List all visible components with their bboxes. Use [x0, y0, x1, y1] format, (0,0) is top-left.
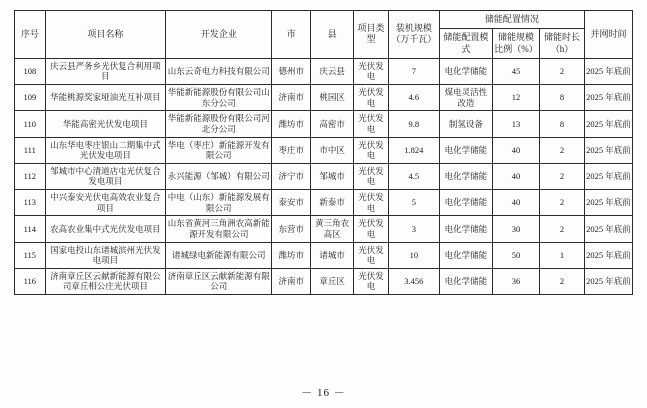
cell-developer: 诸城绿电新能源有限公司: [166, 242, 272, 268]
cell-storage-mode: 电化学储能: [439, 58, 492, 84]
cell-storage-ratio: 40: [492, 137, 539, 163]
header-developer: 开发企业: [166, 11, 272, 59]
cell-developer: 山东云奇电力科技有限公司: [166, 58, 272, 84]
header-capacity: 装机规模（万千瓦）: [388, 11, 439, 59]
cell-capacity: 3.456: [388, 268, 439, 294]
cell-grid-time: 2025 年底前: [584, 163, 632, 189]
cell-capacity: 1.824: [388, 137, 439, 163]
cell-storage-duration: 2: [539, 58, 584, 84]
cell-project-name: 庆云县严务乡光伏复合利用项目: [45, 58, 166, 84]
cell-storage-mode: 煤电灵活性改造: [439, 85, 492, 111]
cell-project-name: 农高农业集中式光伏发电项目: [45, 216, 166, 242]
cell-storage-duration: 8: [539, 85, 584, 111]
table-row: [15, 58, 633, 84]
table-row: [15, 216, 633, 242]
cell-city: 济南市: [272, 268, 311, 294]
cell-seq: 110: [15, 111, 46, 137]
cell-storage-mode: 电化学储能: [439, 242, 492, 268]
cell-capacity: 7: [388, 58, 439, 84]
cell-seq: 115: [15, 242, 46, 268]
cell-county: 章丘区: [311, 268, 354, 294]
cell-city: 潍坊市: [272, 111, 311, 137]
table-row: [15, 85, 633, 111]
header-storage-duration: 储能时长（h）: [539, 29, 584, 59]
cell-city: 德州市: [272, 58, 311, 84]
cell-county: 新泰市: [311, 190, 354, 216]
header-storage-mode: 储能配置模式: [439, 29, 492, 59]
table-row: [15, 268, 633, 294]
cell-project-name: 山东华电枣庄银山二期集中式光伏发电项目: [45, 137, 166, 163]
cell-storage-mode: 电化学储能: [439, 163, 492, 189]
cell-storage-ratio: 12: [492, 85, 539, 111]
header-city: 市: [272, 11, 311, 59]
header-county: 县: [311, 11, 354, 59]
cell-seq: 108: [15, 58, 46, 84]
cell-grid-time: 2025 年底前: [584, 58, 632, 84]
cell-storage-duration: 2: [539, 163, 584, 189]
cell-storage-ratio: 40: [492, 190, 539, 216]
header-storage-group: 储能配置情况: [439, 11, 584, 29]
cell-county: 高密市: [311, 111, 354, 137]
cell-capacity: 3: [388, 216, 439, 242]
cell-seq: 113: [15, 190, 46, 216]
cell-storage-duration: 2: [539, 268, 584, 294]
table-row: [15, 111, 633, 137]
cell-grid-time: 2025 年底前: [584, 190, 632, 216]
table-body: [15, 58, 633, 294]
cell-storage-ratio: 36: [492, 268, 539, 294]
header-project-name: 项目名称: [45, 11, 166, 59]
cell-project-name: 华能高密光伏发电项目: [45, 111, 166, 137]
cell-developer: 华能新能源股份有限公司山东分公司: [166, 85, 272, 111]
cell-city: 枣庄市: [272, 137, 311, 163]
table-row: [15, 242, 633, 268]
table-row: [15, 163, 633, 189]
cell-type: 光伏发电: [354, 216, 389, 242]
cell-storage-duration: 2: [539, 137, 584, 163]
cell-city: 济宁市: [272, 163, 311, 189]
cell-storage-duration: 2: [539, 190, 584, 216]
cell-city: 潍坊市: [272, 242, 311, 268]
cell-developer: 华电（枣庄）新能源开发有限公司: [166, 137, 272, 163]
cell-type: 光伏发电: [354, 242, 389, 268]
table-row: [15, 137, 633, 163]
cell-county: 黄三角农高区: [311, 216, 354, 242]
cell-county: 市中区: [311, 137, 354, 163]
cell-seq: 116: [15, 268, 46, 294]
cell-grid-time: 2025 年底前: [584, 137, 632, 163]
cell-city: 泰安市: [272, 190, 311, 216]
cell-county: 庆云县: [311, 58, 354, 84]
cell-type: 光伏发电: [354, 190, 389, 216]
cell-type: 光伏发电: [354, 111, 389, 137]
cell-seq: 112: [15, 163, 46, 189]
cell-seq: 114: [15, 216, 46, 242]
cell-county: 邹城市: [311, 163, 354, 189]
cell-storage-ratio: 40: [492, 163, 539, 189]
cell-project-name: 华能桃源奖家垭油光互补项目: [45, 85, 166, 111]
cell-storage-duration: 1: [539, 242, 584, 268]
cell-capacity: 4.6: [388, 85, 439, 111]
cell-developer: 永兴能源（邹城）有限公司: [166, 163, 272, 189]
cell-storage-duration: 8: [539, 111, 584, 137]
header-row-1: [15, 11, 633, 29]
cell-capacity: 4.5: [388, 163, 439, 189]
cell-grid-time: 2025 年底前: [584, 242, 632, 268]
page-number: － 16 －: [301, 387, 346, 399]
cell-storage-mode: 制氢设备: [439, 111, 492, 137]
cell-grid-time: 2025 年底前: [584, 268, 632, 294]
cell-project-name: 中兴泰安光伏电高效农业复合项目: [45, 190, 166, 216]
header-project-type: 项目类型: [354, 11, 389, 59]
cell-storage-ratio: 13: [492, 111, 539, 137]
cell-developer: 华能新能源股份有限公司河北分公司: [166, 111, 272, 137]
header-grid-time: 并网时间: [584, 11, 632, 59]
cell-seq: 111: [15, 137, 46, 163]
project-table: [14, 10, 633, 295]
cell-storage-ratio: 30: [492, 216, 539, 242]
cell-capacity: 9.8: [388, 111, 439, 137]
cell-grid-time: 2025 年底前: [584, 85, 632, 111]
cell-seq: 109: [15, 85, 46, 111]
cell-county: 桃园区: [311, 85, 354, 111]
cell-project-name: 邹城市中心清道店屯光伏复合发电项目: [45, 163, 166, 189]
cell-storage-mode: 电化学储能: [439, 137, 492, 163]
header-storage-ratio: 储能规模比例（%）: [492, 29, 539, 59]
cell-storage-mode: 电化学储能: [439, 190, 492, 216]
cell-city: 济南市: [272, 85, 311, 111]
cell-storage-mode: 电化学储能: [439, 216, 492, 242]
cell-capacity: 5: [388, 190, 439, 216]
cell-project-name: 济南章丘区云献新能源有限公司章丘相公庄光伏项目: [45, 268, 166, 294]
cell-county: 诸城市: [311, 242, 354, 268]
cell-grid-time: 2025 年底前: [584, 111, 632, 137]
cell-developer: 济南章丘区云献新能源有限公司: [166, 268, 272, 294]
cell-capacity: 10: [388, 242, 439, 268]
cell-grid-time: 2025 年底前: [584, 216, 632, 242]
table-header: [15, 11, 633, 59]
cell-type: 光伏发电: [354, 85, 389, 111]
cell-developer: 山东省黄河三角洲农高新能源开发有限公司: [166, 216, 272, 242]
cell-storage-duration: 2: [539, 216, 584, 242]
cell-type: 光伏发电: [354, 268, 389, 294]
header-seq: 序号: [15, 11, 46, 59]
cell-storage-ratio: 45: [492, 58, 539, 84]
cell-storage-mode: 电化学储能: [439, 268, 492, 294]
cell-project-name: 国家电投山东诸城滨州光伏发电项目: [45, 242, 166, 268]
cell-type: 光伏发电: [354, 58, 389, 84]
table-row: [15, 190, 633, 216]
cell-type: 光伏发电: [354, 137, 389, 163]
cell-developer: 中电（山东）新能源发展有限公司: [166, 190, 272, 216]
cell-storage-ratio: 50: [492, 242, 539, 268]
cell-type: 光伏发电: [354, 163, 389, 189]
cell-city: 东营市: [272, 216, 311, 242]
